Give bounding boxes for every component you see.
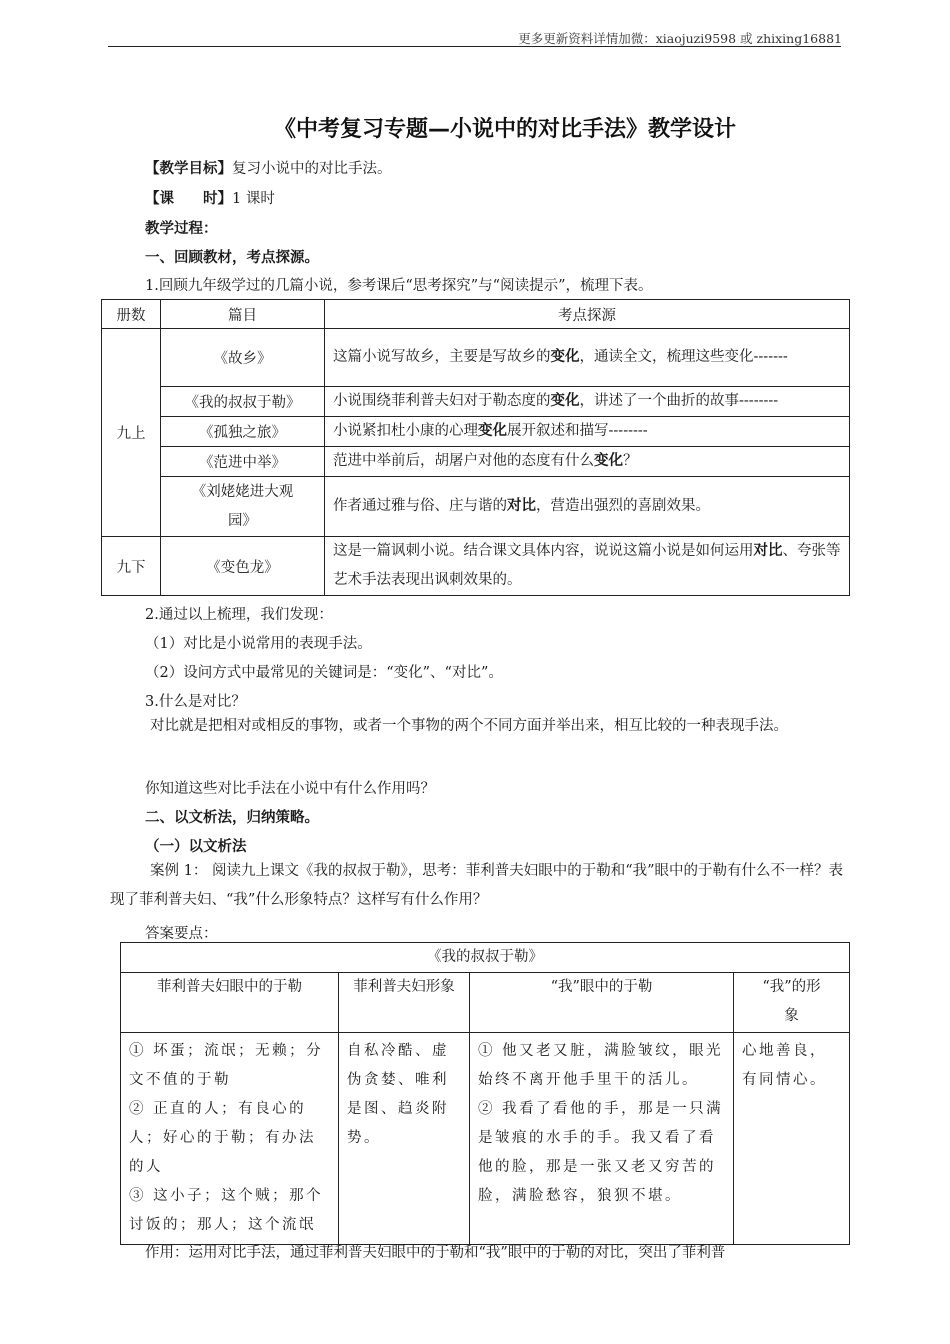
period-text: 1 课时 [232, 191, 275, 207]
table2-header: “我”眼中的于勒 [470, 973, 734, 1033]
grade-lower: 九下 [102, 537, 161, 596]
case1-text: 案例 1： 阅读九上课文《我的叔叔于勒》，思考：菲利普夫妇眼中的于勒和“我”眼中的于勒有什么不一样？表现了菲利普夫妇、“我”什么形象特点？这样写有什么作用？ [110, 863, 844, 908]
section1-intro: 1.回顾九年级学过的几篇小说，参考课后“思考探究”与“阅读提示”，梳理下表。 [145, 278, 653, 294]
narrator-view-cell [470, 1033, 734, 1245]
table-row-point: 范进中举前后，胡屠户对他的态度有什么变化？ [325, 447, 850, 477]
exam-points-table [101, 299, 850, 596]
table-row-title: 《故乡》 [161, 329, 325, 387]
table-row-title: 《变色龙》 [161, 537, 325, 596]
header-note: 更多更新资料详情加微：xiaojuzi9598 或 zhixing16881 [518, 31, 842, 46]
table1-header-volume: 册数 [102, 300, 161, 329]
table2-header: 菲利普夫妇形象 [339, 973, 470, 1033]
philippe-image-cell: 自私冷酷、虚伪贪婪、唯利是图、趋炎附势。 [339, 1033, 470, 1245]
goal-text: 复习小说中的对比手法。 [232, 161, 392, 177]
contrast-definition: 对比就是把相对或相反的事物，或者一个事物的两个不同方面并举出来，相互比较的一种表现手法。 [150, 718, 788, 734]
effect-question: 你知道这些对比手法在小说中有什么作用吗？ [145, 781, 435, 797]
list-item: ③ 这小子；这个贼；那个讨饭的；那人；这个流氓 [129, 1188, 324, 1233]
grade-upper: 九上 [102, 329, 161, 537]
list-item: ② 正直的人；有良心的人；好心的于勒；有办法的人 [129, 1101, 316, 1175]
finding-1: （1）对比是小说常用的表现手法。 [145, 636, 372, 652]
table-row-point: 这是一篇讽刺小说。结合课文具体内容，说说这篇小说是如何运用对比、夸张等艺术手法表现出讽刺效果的。 [325, 537, 850, 596]
list-item: ② 我看了看他的手，那是一只满是皱痕的水手的手。我又看了看他的脸，那是一张又老又穷苦的脸，满脸愁容，狼狈不堪。 [478, 1101, 724, 1204]
section2-sub: （一）以文析法 [145, 839, 247, 855]
table-row-title: 《孤独之旅》 [161, 417, 325, 447]
table-row-point: 小说围绕菲利普夫妇对于勒态度的变化，讲述了一个曲折的故事-------- [325, 387, 850, 417]
table-row-point: 作者通过雅与俗、庄与谐的对比，营造出强烈的喜剧效果。 [325, 477, 850, 537]
header-divider [108, 46, 841, 47]
table-row-point: 小说紧扣杜小康的心理变化展开叙述和描写-------- [325, 417, 850, 447]
finding-2: （2）设问方式中最常见的关键词是：“变化”、“对比”。 [145, 665, 503, 681]
question-3: 3.什么是对比？ [145, 694, 246, 710]
answer-label: 答案要点： [145, 926, 218, 942]
narrator-image-cell: 心地善良，有同情心。 [734, 1033, 850, 1245]
section1-heading: 一、回顾教材，考点探源。 [145, 250, 319, 266]
process-heading: 教学过程： [145, 221, 218, 237]
section2-heading: 二、以文析法，归纳策略。 [145, 810, 319, 826]
page-title: 《中考复习专题—小说中的对比手法》教学设计 [273, 117, 736, 142]
goal-label: 【教学目标】 [145, 161, 232, 177]
findings-intro: 2.通过以上梳理，我们发现： [145, 607, 333, 623]
table2-header: 菲利普夫妇眼中的于勒 [121, 973, 339, 1033]
table2-caption: 《我的叔叔于勒》 [121, 943, 850, 973]
period-label: 【课 时】 [145, 191, 232, 207]
list-item: ① 他又老又脏，满脸皱纹，眼光始终不离开他手里干的活儿。 [478, 1043, 724, 1088]
table-row-title: 《我的叔叔于勒》 [161, 387, 325, 417]
table-row-title: 《刘姥姥进大观园》 [161, 477, 325, 537]
table2-header: “我”的形象 [734, 973, 850, 1033]
table-row-title: 《范进中举》 [161, 447, 325, 477]
period-line [145, 187, 880, 208]
table1-header-points: 考点探源 [325, 300, 850, 329]
list-item: ① 坏蛋；流氓；无赖；分文不值的于勒 [129, 1043, 324, 1088]
table-row-point: 这篇小说写故乡，主要是写故乡的变化，通读全文，梳理这些变化------- [325, 329, 850, 387]
uncle-jules-table [120, 942, 850, 1245]
effect-text: 作用：运用对比手法，通过菲利普夫妇眼中的于勒和“我”眼中的于勒的对比，突出了菲利普 [145, 1245, 726, 1261]
table1-header-title: 篇目 [161, 300, 325, 329]
goal-line [145, 157, 880, 178]
philippe-view-cell [121, 1033, 339, 1245]
